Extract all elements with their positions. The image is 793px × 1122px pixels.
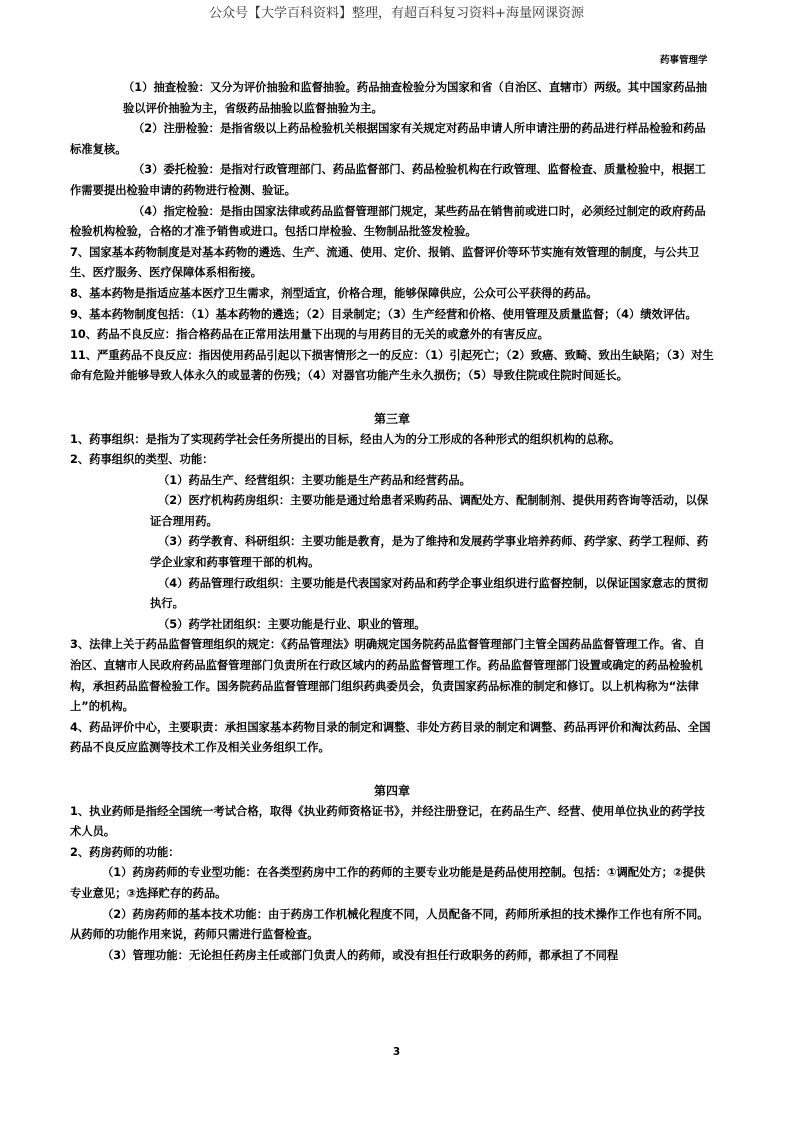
text: （4）药品管理行政组织：主要功能是代表国家对药品和药学企事业组织进行监督控制，以保证国家意志的贯彻执行。 <box>150 576 709 611</box>
paragraph-ch3-item-2 <box>70 450 714 471</box>
paragraph-designated-inspection <box>70 202 714 243</box>
spacer <box>70 759 714 781</box>
paragraph-entrusted-inspection <box>70 160 714 201</box>
text: （5）药学社团组织：主要功能是行业、职业的管理。 <box>158 617 426 631</box>
paragraph-org-type-3 <box>70 532 714 573</box>
text: 9、基本药物制度包括：（1）基本药物的遴选；（2）目录制定；（3）生产经营和价格、使用管理及质量监督；（4）绩效评估。 <box>70 307 697 321</box>
text: （1）药房药师的专业型功能：在各类型药房中工作的药师的主要专业功能是是药品使用控制。包括：①调配处方；②提供专业意见；③选择贮存的药品。 <box>70 866 706 900</box>
text: 8、基本药物是指适应基本医疗卫生需求，剂型适宜，价格合理，能够保障供应，公众可公平获得的药品。 <box>70 286 598 300</box>
text: 10、药品不良反应：指合格药品在正常用法用量下出现的与用药目的无关的或意外的有害反应。 <box>70 328 549 342</box>
paragraph-item-10 <box>70 325 714 346</box>
paragraph-ch4-item-2 <box>70 843 714 864</box>
text: （3）委托检验：是指对行政管理部门、药品监督部门、药品检验机构在行政管理、监督检查、质量检验中，根据工作需要提出检验申请的药物进行检测、验证。 <box>70 163 706 197</box>
paragraph-ch3-item-4 <box>70 718 714 759</box>
text: （3）管理功能：无论担任药房主任或部门负责人的药师，或没有担任行政职务的药师，都承担了不同程 <box>102 948 619 962</box>
paragraph-org-type-1 <box>70 471 714 492</box>
text: （2）注册检验：是指省级以上药品检验机关根据国家有关规定对药品申请人所申请注册的药品进行样品检验和药品标准复核。 <box>70 122 706 156</box>
text: （3）药学教育、科研组织：主要功能是教育，是为了维持和发展药学事业培养药师、药学家、药学工程师、药学企业家和药事管理干部的机构。 <box>150 535 709 570</box>
text: （2）药房药师的基本技术功能：由于药房工作机械化程度不同，人员配备不同，药师所承担的技术操作工作也有所不同。从药师的功能作用来说，药师只需进行监督检查。 <box>70 907 709 942</box>
paragraph-item-9 <box>70 305 714 326</box>
paragraph-ch3-item-1 <box>70 430 714 451</box>
watermark-banner: 公众号【大学百科资料】整理，有超百科复习资料+海量网课资源 <box>209 6 584 21</box>
page-body <box>70 78 714 966</box>
paragraph-item-11 <box>70 346 714 387</box>
paragraph-pharmacist-function-2 <box>70 905 714 946</box>
paragraph-org-type-2 <box>70 491 714 532</box>
paragraph-sampling-inspection <box>70 78 714 119</box>
chapter-3-heading: 第三章 <box>373 411 410 426</box>
text: 7、国家基本药物制度是对基本药物的遴选、生产、流通、使用、定价、报销、监督评价等环节实施有效管理的制度，与公共卫生、医疗服务、医疗保障体系相衔接。 <box>70 245 700 280</box>
text: 1、执业药师是指经全国统一考试合格，取得《执业药师资格证书》，并经注册登记，在药品生产、经营、使用单位执业的药学技术人员。 <box>70 804 705 839</box>
paragraph-ch3-item-3 <box>70 635 714 717</box>
paragraph-item-7 <box>70 243 714 284</box>
spacer <box>70 387 714 409</box>
text: 3、法律上关于药品监督管理组织的规定：《药品管理法》明确规定国务院药品监督管理部门主管全国药品监督管理工作。省、自治区、直辖市人民政府药品监督管理部门负责所在行政区域内的药品监督管理工作。药品监督管理部门设置或确定的药品检验机构，承担药品监督检验工作。国务院药品监督管理部门组织药典委员会，负责国家药品标准的制定和修订。以上机构称为“法律上”的机构。 <box>70 638 705 714</box>
paragraph-registration-inspection <box>70 119 714 160</box>
paragraph-pharmacist-function-3 <box>70 946 714 967</box>
text: 2、药事组织的类型、功能： <box>70 453 214 467</box>
text: （1）药品生产、经营组织：主要功能是生产药品和经营药品。 <box>158 473 471 487</box>
text: （4）指定检验：是指由国家法律或药品监督管理部门规定，某些药品在销售前或进口时，必须经过制定的政府药品检验机构检验，合格的才准予销售或进口。包括口岸检验、生物制品批签发检验。 <box>70 204 706 239</box>
paragraph-ch4-item-1 <box>70 802 714 843</box>
text: 4、药品评价中心，主要职责：承担国家基本药物目录的制定和调整、非处方药目录的制定和调整、药品再评价和淘汰药品、全国药品不良反应监测等技术工作及相关业务组织工作。 <box>70 720 711 755</box>
paragraph-item-8 <box>70 284 714 305</box>
paragraph-org-type-5 <box>70 615 714 636</box>
text: 1、药事组织：是指为了实现药学社会任务所提出的目标，经由人为的分工形成的各种形式的组织机构的总称。 <box>70 432 621 446</box>
running-head: 药事管理学 <box>660 55 708 66</box>
paragraph-org-type-4 <box>70 574 714 615</box>
text: 2、药房药师的功能： <box>70 845 180 859</box>
text: （1）抽查检验：又分为评价抽验和监督抽验。药品抽查检验分为国家和省（自治区、直辖市）两级。其中国家药品抽验以评价抽验为主，省级药品抽验以监督抽验为主。 <box>123 81 708 115</box>
text: 11、严重药品不良反应：指因使用药品引起以下损害情形之一的反应：（1）引起死亡；（2）致癌、致畸、致出生缺陷；（3）对生命有危险并能够导致人体永久的或显著的伤残；（4）对器官功能产生永久损伤；（5）导致住院或住院时间延长。 <box>70 348 714 383</box>
paragraph-pharmacist-function-1 <box>70 863 714 904</box>
text: （2）医疗机构药房组织：主要功能是通过给患者采购药品、调配处方、配制制剂、提供用药咨询等活动，以保证合理用药。 <box>150 494 709 528</box>
chapter-4-heading: 第四章 <box>373 784 410 798</box>
page-number: 3 <box>392 1046 401 1058</box>
